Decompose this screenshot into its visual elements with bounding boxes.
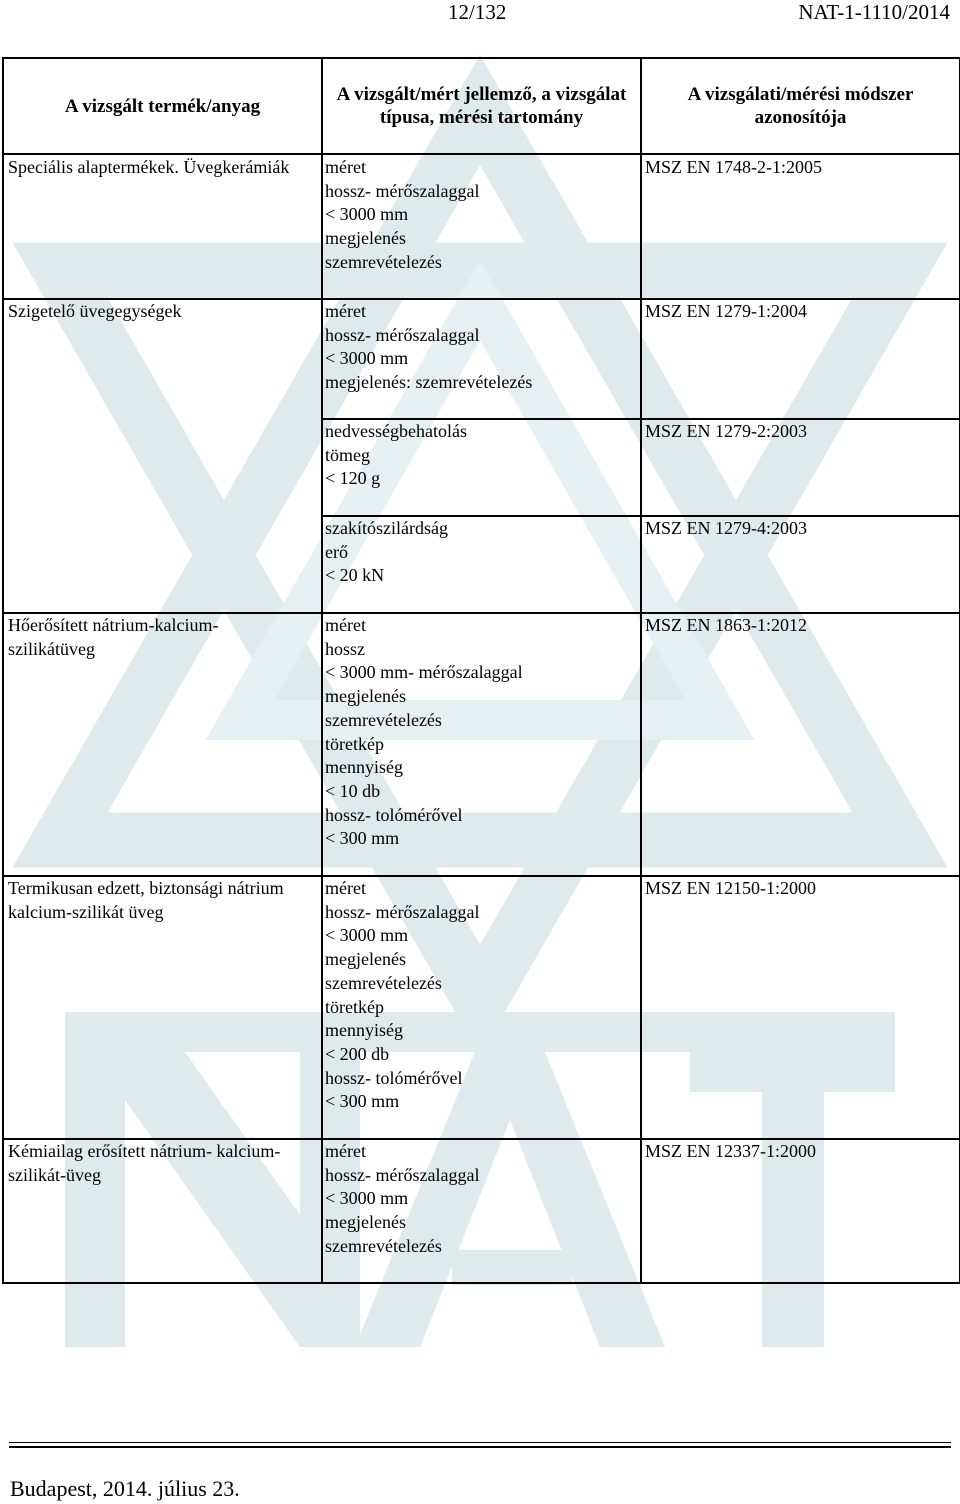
method-cell [641, 299, 960, 419]
characteristic-line: < 120 g [325, 468, 381, 489]
product-text: kalcium-szilikát üveg [8, 901, 164, 922]
method-cell [641, 1139, 960, 1283]
product-cell [3, 516, 322, 613]
characteristic-line: szemrevételezés [325, 1235, 442, 1256]
method-cell [641, 419, 960, 516]
page-number: 12/132 [448, 0, 507, 24]
characteristic-cell [322, 1139, 641, 1283]
method-text: MSZ EN 12337-1:2000 [645, 1141, 816, 1161]
characteristic-line: < 300 mm [325, 1091, 400, 1112]
characteristic-line: < 10 db [325, 780, 381, 801]
characteristic-line: töretkép [325, 996, 384, 1017]
table-row [3, 516, 960, 613]
characteristic-line: méret [325, 301, 366, 321]
header-characteristic: A vizsgált/mért jellemző, a vizsgálat típusa, mérési tartomány [322, 58, 641, 154]
table-row [3, 299, 960, 419]
table-row [3, 876, 960, 1139]
product-text: szilikátüveg [8, 638, 95, 659]
characteristic-line: szemrevételezés [325, 709, 442, 730]
method-text: MSZ EN 1863-1:2012 [645, 615, 807, 635]
characteristic-line: megjelenés [325, 228, 406, 249]
product-cell [3, 299, 322, 419]
characteristic-line: < 200 db [325, 1043, 390, 1064]
method-text: MSZ EN 1279-4:2003 [645, 518, 807, 538]
characteristic-line: töretkép [325, 733, 384, 754]
characteristic-line: < 3000 mm [325, 925, 409, 946]
characteristic-cell [322, 876, 641, 1139]
characteristic-line: < 3000 mm [325, 348, 409, 369]
characteristic-cell [322, 419, 641, 516]
characteristic-line: méret [325, 1141, 366, 1161]
product-text: Szigetelő üvegegységek [8, 301, 182, 321]
characteristic-line: hossz- tolómérővel [325, 804, 463, 825]
product-cell [3, 1139, 322, 1283]
characteristic-line: méret [325, 878, 366, 898]
table-header-row [3, 58, 960, 154]
characteristic-line: megjelenés [325, 686, 406, 707]
characteristic-line: < 3000 mm [325, 1188, 409, 1209]
characteristic-line: < 3000 mm [325, 204, 409, 225]
footer-divider [9, 1442, 951, 1443]
table-row [3, 419, 960, 516]
method-text: MSZ EN 1279-2:2003 [645, 421, 807, 441]
characteristic-cell [322, 613, 641, 876]
footer-place-date: Budapest, 2014. július 23. [10, 1476, 240, 1501]
product-cell [3, 876, 322, 1139]
characteristic-line: < 300 mm [325, 828, 400, 849]
accreditation-table [2, 57, 960, 1284]
header-method: A vizsgálati/mérési módszer azonosítója [641, 58, 960, 154]
characteristic-line: hossz- mérőszalaggal [325, 901, 480, 922]
characteristic-line: megjelenés: szemrevételezés [325, 372, 533, 393]
product-cell [3, 154, 322, 299]
method-text: MSZ EN 1279-1:2004 [645, 301, 807, 321]
characteristic-line: nedvességbehatolás [325, 421, 467, 441]
method-cell [641, 154, 960, 299]
characteristic-cell [322, 516, 641, 613]
product-cell [3, 613, 322, 876]
characteristic-line: erő [325, 541, 348, 562]
characteristic-line: hossz- mérőszalaggal [325, 180, 480, 201]
characteristic-cell [322, 299, 641, 419]
characteristic-line: szakítószilárdság [325, 518, 448, 538]
table-row [3, 154, 960, 299]
characteristic-line: hossz- mérőszalaggal [325, 324, 480, 345]
method-cell [641, 516, 960, 613]
characteristic-line: mennyiség [325, 1020, 403, 1041]
characteristic-line: hossz [325, 638, 365, 659]
method-text: MSZ EN 12150-1:2000 [645, 878, 816, 898]
document-id: NAT-1-1110/2014 [798, 0, 950, 24]
characteristic-line: méret [325, 615, 366, 635]
characteristic-line: tömeg [325, 444, 370, 465]
product-cell [3, 419, 322, 516]
product-text: Termikusan edzett, biztonsági nátrium [8, 878, 284, 898]
characteristic-cell [322, 154, 641, 299]
footer-divider [9, 1446, 951, 1448]
method-cell [641, 876, 960, 1139]
characteristic-line: < 3000 mm- mérőszalaggal [325, 662, 523, 683]
product-text: Kémiailag erősített nátrium- kalcium- [8, 1141, 281, 1161]
characteristic-line: megjelenés [325, 949, 406, 970]
method-text: MSZ EN 1748-2-1:2005 [645, 157, 822, 177]
characteristic-line: hossz- tolómérővel [325, 1067, 463, 1088]
header-product: A vizsgált termék/anyag [3, 58, 322, 154]
product-text: Hőerősített nátrium-kalcium- [8, 615, 219, 635]
characteristic-line: szemrevételezés [325, 251, 442, 272]
product-text: szilikát-üveg [8, 1164, 101, 1185]
table-row [3, 613, 960, 876]
characteristic-line: megjelenés [325, 1212, 406, 1233]
product-text: Speciális alaptermékek. Üvegkerámiák [8, 157, 290, 177]
characteristic-line: mennyiség [325, 757, 403, 778]
table-row [3, 1139, 960, 1283]
characteristic-line: szemrevételezés [325, 972, 442, 993]
characteristic-line: < 20 kN [325, 565, 385, 586]
method-cell [641, 613, 960, 876]
characteristic-line: méret [325, 157, 366, 177]
characteristic-line: hossz- mérőszalaggal [325, 1164, 480, 1185]
